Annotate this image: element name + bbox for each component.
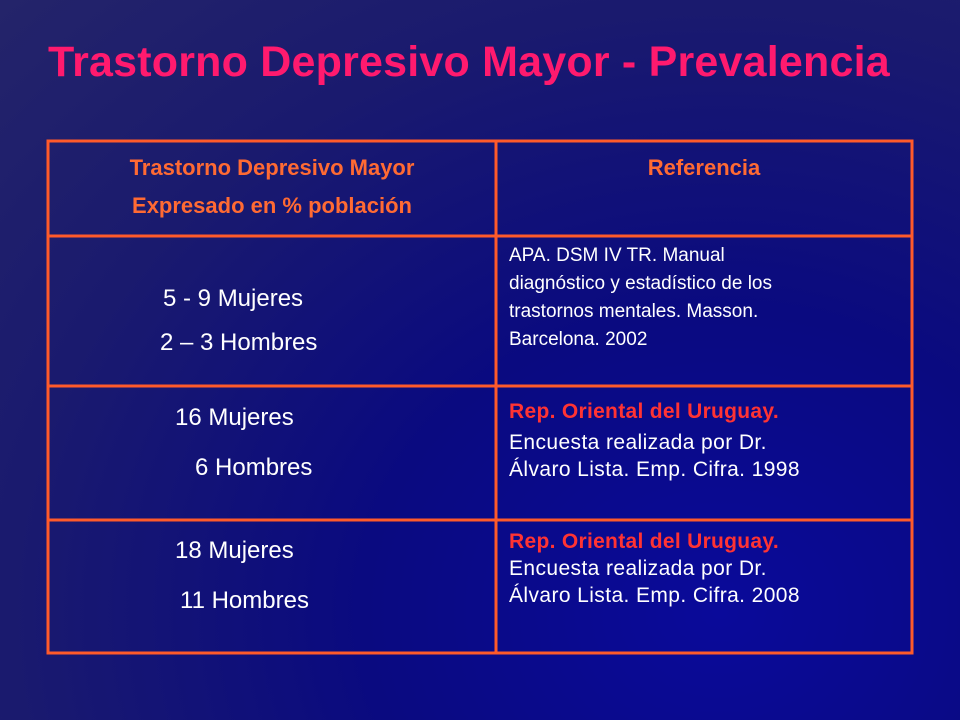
row2-women: 16 Mujeres xyxy=(175,404,294,431)
row3-ref-source: Rep. Oriental del Uruguay. xyxy=(509,530,779,553)
header-prevalence-line2: Expresado en % población xyxy=(132,193,412,218)
row1-men: 2 – 3 Hombres xyxy=(160,329,318,356)
row1-women: 5 - 9 Mujeres xyxy=(163,285,304,312)
row3-reference xyxy=(509,528,907,609)
row1-ref-line2: diagnóstico y estadístico de los xyxy=(509,273,772,294)
row2-ref-line2: Álvaro Lista. Emp. Cifra. 1998 xyxy=(509,458,800,481)
row1-ref-line4: Barcelona. 2002 xyxy=(509,329,648,350)
row3-women: 18 Mujeres xyxy=(175,537,294,564)
row1-ref-line1: APA. DSM IV TR. Manual xyxy=(509,245,725,266)
row1-ref-line3: trastornos mentales. Masson. xyxy=(509,301,759,322)
row2-reference xyxy=(509,397,907,483)
row3-men: 11 Hombres xyxy=(180,587,309,614)
row3-ref-line1: Encuesta realizada por Dr. xyxy=(509,557,767,580)
row2-men: 6 Hombres xyxy=(195,454,313,481)
row3-ref-line2: Álvaro Lista. Emp. Cifra. 2008 xyxy=(509,584,800,607)
header-reference: Referencia xyxy=(647,155,761,180)
row2-ref-source: Rep. Oriental del Uruguay. xyxy=(509,400,779,423)
slide-title: Trastorno Depresivo Mayor - Prevalencia xyxy=(48,38,890,86)
row2-ref-line1: Encuesta realizada por Dr. xyxy=(509,431,767,454)
header-prevalence xyxy=(50,149,494,225)
header-prevalence-line1: Trastorno Depresivo Mayor xyxy=(129,155,415,180)
row1-reference xyxy=(509,242,905,354)
